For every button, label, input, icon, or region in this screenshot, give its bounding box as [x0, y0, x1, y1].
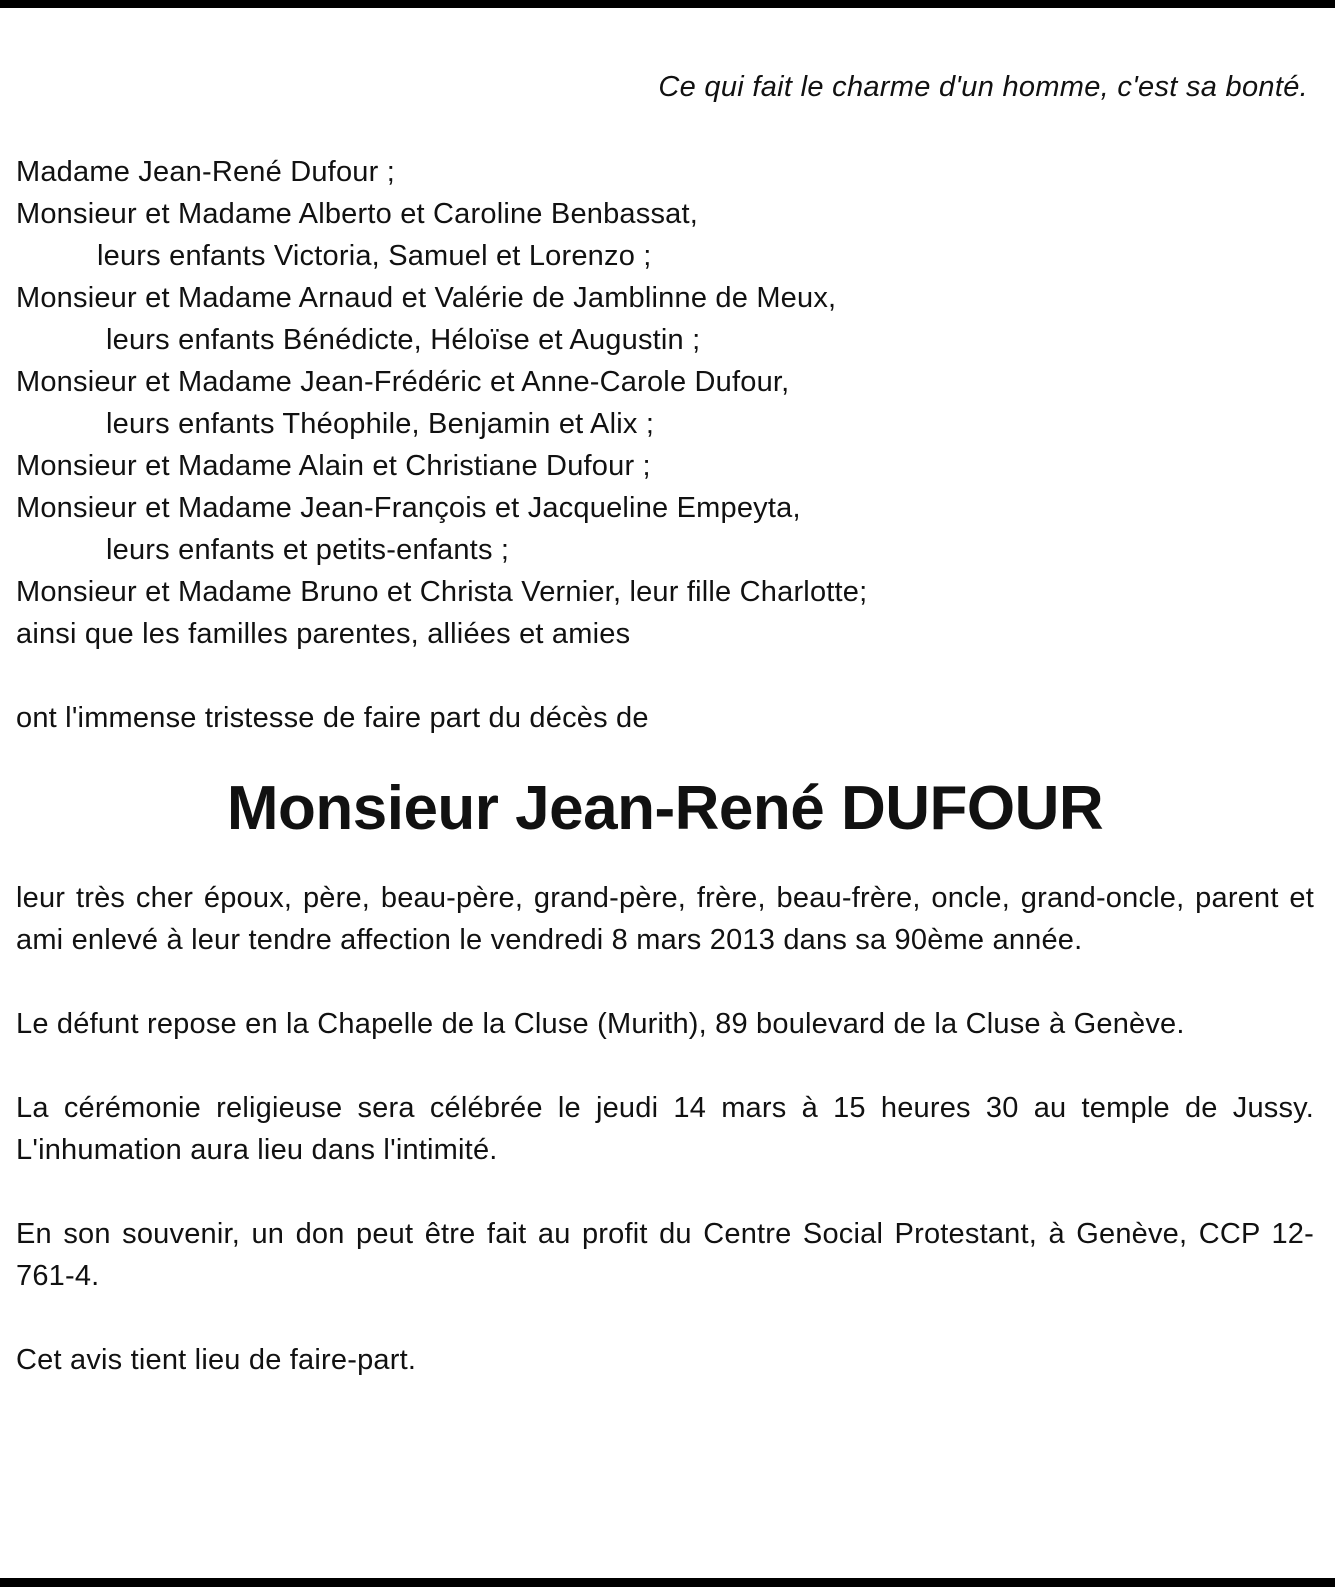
family-line: Monsieur et Madame Jean-François et Jacqueline Empeyta,: [16, 492, 801, 524]
family-children-line: leurs enfants et petits-enfants ;: [106, 534, 510, 566]
family-children-line: leurs enfants Victoria, Samuel et Lorenzo ;: [97, 240, 652, 272]
bottom-border: [0, 1578, 1335, 1587]
family-line: Madame Jean-René Dufour ;: [16, 156, 395, 188]
family-line: Monsieur et Madame Alberto et Caroline Benbassat,: [16, 198, 698, 230]
family-line: Monsieur et Madame Bruno et Christa Vernier, leur fille Charlotte;: [16, 576, 868, 608]
announcement: ont l'immense tristesse de faire part du décès de: [16, 702, 649, 734]
paragraph-tribute: leur très cher époux, père, beau-père, grand-père, frère, beau-frère, oncle, grand-oncle, parent et ami enlevé à leur tendre affection le vendredi 8 mars 2013 dans sa 90ème année.: [16, 882, 1314, 956]
family-list: [16, 151, 1314, 655]
paragraph-notice: Cet avis tient lieu de faire-part.: [16, 1344, 417, 1376]
epigraph-quote: Ce qui fait le charme d'un homme, c'est sa bonté.: [658, 71, 1308, 103]
family-line: Monsieur et Madame Arnaud et Valérie de Jamblinne de Meux,: [16, 282, 837, 314]
paragraph-ceremony: La cérémonie religieuse sera célébrée le jeudi 14 mars à 15 heures 30 au temple de Jussy. L'inhumation aura lieu dans l'intimité.: [16, 1092, 1314, 1166]
top-border: [0, 0, 1335, 8]
paragraph-resting-place: Le défunt repose en la Chapelle de la Cluse (Murith), 89 boulevard de la Cluse à Genève.: [16, 1008, 1185, 1040]
family-line: Monsieur et Madame Jean-Frédéric et Anne-Carole Dufour,: [16, 366, 790, 398]
family-children-line: leurs enfants Théophile, Benjamin et Alix ;: [106, 408, 655, 440]
family-line: ainsi que les familles parentes, alliées et amies: [16, 618, 631, 650]
obituary-body: [16, 151, 1314, 1381]
family-children-line: leurs enfants Bénédicte, Héloïse et Augustin ;: [106, 324, 701, 356]
paragraph-donation: En son souvenir, un don peut être fait au profit du Centre Social Protestant, à Genève, CCP 12-761-4.: [16, 1218, 1314, 1292]
deceased-name: Monsieur Jean-René DUFOUR: [226, 774, 1104, 843]
family-line: Monsieur et Madame Alain et Christiane Dufour ;: [16, 450, 651, 482]
